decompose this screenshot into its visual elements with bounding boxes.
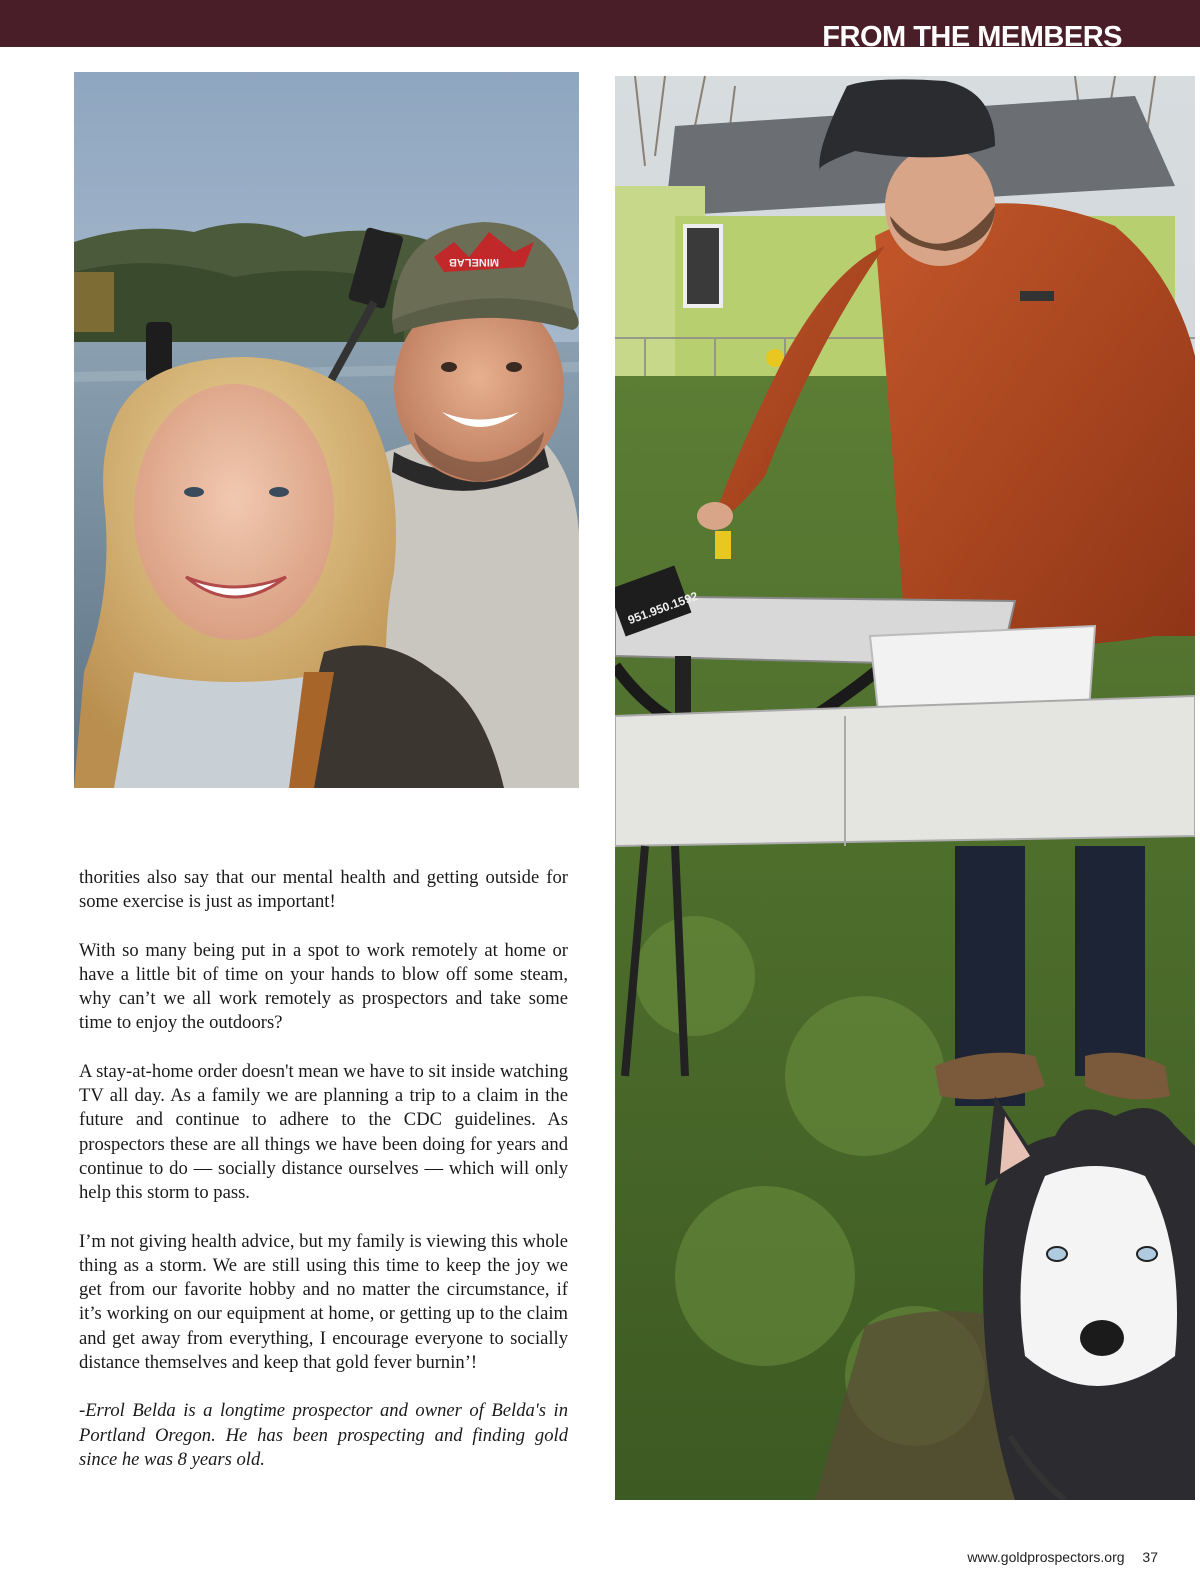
- page-number: 37: [1142, 1549, 1158, 1565]
- article-paragraph: With so many being put in a spot to work remotely at home or have a little bit of time on your hands to blow off some steam, why can’t we all work remotely as prospectors and take some time to enjoy the outdoors?: [79, 939, 568, 1034]
- article-paragraph: I’m not giving health advice, but my family is viewing this whole thing as a storm. We are still using this time to keep the joy we get from our favorite hobby and no matter the circumstance, if it’s working on our equipment at home, or getting up to the claim and get away from everything, I encourage everyone to socially distance themselves and keep that gold fever burnin’!: [79, 1230, 568, 1374]
- page-footer: [967, 1549, 1158, 1565]
- sign-text: 951.950.1592: [625, 588, 700, 628]
- cap-logo-text: MINELAB: [448, 256, 499, 268]
- selfie-photo: [74, 72, 579, 788]
- sluice-workstation-photo: [615, 76, 1195, 1500]
- article-body: [79, 866, 568, 1496]
- article-paragraph: A stay-at-home order doesn't mean we have to sit inside watching TV all day. As a family we are planning a trip to a claim in the future and continue to adhere to the CDC guidelines. As prospectors these are all things we have been doing for years and continue to do — socially distance ourselves — which will only help this storm to pass.: [79, 1060, 568, 1204]
- section-title: FROM THE MEMBERS: [822, 21, 1122, 53]
- website-link[interactable]: www.goldprospectors.org: [967, 1549, 1125, 1565]
- author-byline: -Errol Belda is a longtime prospector and owner of Belda's in Portland Oregon. He has been prospecting and finding gold since he was 8 years old.: [79, 1400, 568, 1470]
- article-paragraph: thorities also say that our mental health and getting outside for some exercise is just as important!: [79, 867, 568, 913]
